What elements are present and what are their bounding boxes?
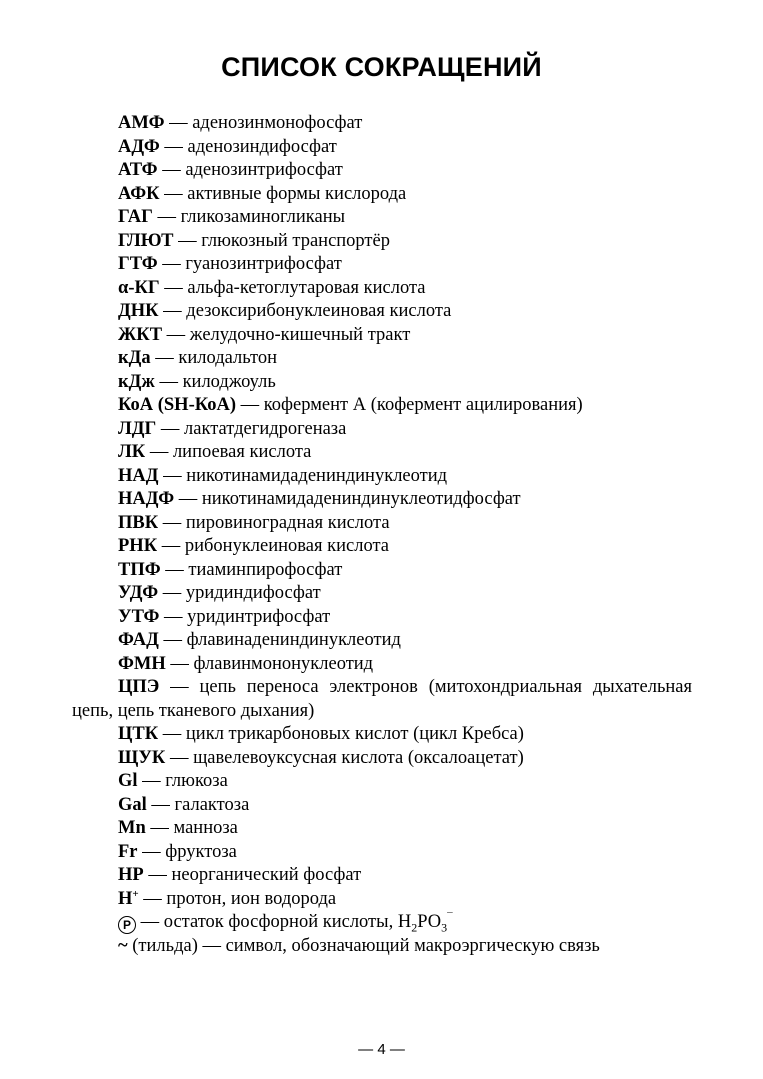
separator: — xyxy=(160,559,189,580)
separator: — xyxy=(173,230,202,251)
abbreviation: ~ xyxy=(118,935,128,956)
abbreviation: ЛДГ xyxy=(118,418,157,439)
abbreviation: Mn xyxy=(118,818,146,838)
definition: рибонуклеиновая кислота xyxy=(184,536,390,556)
separator: — xyxy=(150,348,179,368)
abbreviation: ЩУК xyxy=(118,747,166,768)
abbreviation: ГЛЮТ xyxy=(118,230,174,251)
list-item xyxy=(72,653,692,677)
definition: дезоксирибонуклеиновая кислота xyxy=(186,301,452,321)
list-item xyxy=(72,770,692,794)
definition: желудочно-кишечный тракт xyxy=(189,324,411,345)
list-item xyxy=(72,512,692,536)
definition: уридинтрифосфат xyxy=(187,606,331,627)
list-item xyxy=(72,559,692,583)
separator: — xyxy=(158,583,186,603)
separator: — xyxy=(137,771,166,791)
abbreviation: КоА (SH-КоА) xyxy=(118,395,236,415)
abbreviation: Gal xyxy=(118,794,147,815)
separator: — xyxy=(174,489,202,509)
separator: — xyxy=(145,818,174,838)
abbreviation: ГТФ xyxy=(118,254,158,274)
separator: — xyxy=(158,724,186,744)
list-item xyxy=(72,230,692,254)
separator: — xyxy=(143,865,172,885)
separator: — xyxy=(137,841,166,862)
abbreviation: кДж xyxy=(118,371,155,392)
list-item xyxy=(72,841,692,865)
abbreviation: АФК xyxy=(118,183,160,204)
separator: — xyxy=(165,747,194,768)
list-item xyxy=(72,864,692,888)
separator: — xyxy=(152,207,181,227)
abbreviation: РНК xyxy=(118,536,158,556)
list-item xyxy=(72,183,692,207)
subscript: 2 xyxy=(411,920,418,935)
list-item xyxy=(72,582,692,606)
separator: — xyxy=(164,113,193,133)
definition: тиаминпирофосфат xyxy=(188,559,343,580)
list-item xyxy=(72,418,692,442)
abbreviation: НР xyxy=(118,865,144,885)
definition: глюкоза xyxy=(165,771,228,791)
separator: — xyxy=(157,536,185,556)
definition: щавелевоуксусная кислота (оксалоацетат) xyxy=(193,747,524,768)
abbreviation: кДа xyxy=(118,348,151,368)
abbreviation: НАД xyxy=(118,465,159,486)
separator: — xyxy=(157,254,186,274)
definition: альфа-кетоглутаровая кислота xyxy=(187,277,426,298)
abbreviation: ДНК xyxy=(118,301,159,321)
list-item xyxy=(72,277,692,301)
list-item xyxy=(72,794,692,818)
list-item xyxy=(72,488,692,512)
definition: пировиноградная кислота xyxy=(185,512,390,533)
list-item xyxy=(72,629,692,653)
subscript: 3 xyxy=(441,920,448,935)
separator: — xyxy=(159,277,188,298)
abbreviation: АДФ xyxy=(118,136,160,157)
list-item xyxy=(72,535,692,559)
abbreviation: АМФ xyxy=(118,113,165,133)
abbreviation-list xyxy=(72,112,692,958)
separator: — xyxy=(158,301,187,321)
abbreviation: АТФ xyxy=(118,160,158,180)
definition: активные формы кислорода xyxy=(187,183,407,204)
definition: никотинамидадениндинуклеотидфосфат xyxy=(201,489,521,509)
definition: неорганический фосфат xyxy=(171,865,362,885)
separator: — xyxy=(159,677,200,697)
definition: цикл трикарбоновых кислот (цикл Кребса) xyxy=(185,724,524,744)
definition: флавинмононуклеотид xyxy=(193,653,374,674)
list-item xyxy=(72,747,692,771)
circled-p-icon: P xyxy=(118,916,136,934)
definition: — остаток фосфорной кислоты, Н xyxy=(136,912,412,932)
list-item xyxy=(72,723,692,747)
definition: липоевая кислота xyxy=(172,442,312,462)
list-item xyxy=(72,300,692,324)
separator: — xyxy=(145,442,173,462)
abbreviation: ПВК xyxy=(118,512,159,533)
list-item-tilde xyxy=(72,935,692,959)
abbreviation: Gl xyxy=(118,771,138,791)
definition: протон, ион водорода xyxy=(166,888,337,909)
definition: килоджоуль xyxy=(182,371,276,392)
definition: фруктоза xyxy=(165,841,237,862)
definition: глюкозный транспортёр xyxy=(201,230,390,251)
separator: — xyxy=(159,136,188,157)
definition: гуанозинтрифосфат xyxy=(185,254,342,274)
abbreviation: α-КГ xyxy=(118,277,160,298)
separator: — xyxy=(165,653,194,674)
separator: — xyxy=(138,888,167,909)
abbreviation: Н xyxy=(118,888,133,909)
definition: цепь переноса электронов (митохондриальная дыхательная цепь, цепь тканевого дыхания) xyxy=(72,677,692,721)
list-item xyxy=(72,347,692,371)
definition: лактатдегидрогеназа xyxy=(184,418,347,439)
separator: — xyxy=(154,371,183,392)
abbreviation: УТФ xyxy=(118,606,160,627)
list-item xyxy=(72,206,692,230)
abbreviation: ЦПЭ xyxy=(118,677,160,697)
definition: флавинадениндинуклеотид xyxy=(186,630,401,650)
definition: кофермент А (кофермент ацилирования) xyxy=(263,395,583,415)
separator: — xyxy=(236,395,264,415)
definition: (тильда) — символ, обозначающий макроэргическую связь xyxy=(127,935,600,956)
separator: — xyxy=(156,418,185,439)
list-item-phosphate xyxy=(72,911,692,935)
definition: аденозинмонофосфат xyxy=(192,113,363,133)
abbreviation: ЛК xyxy=(118,442,146,462)
list-item-proton xyxy=(72,888,692,912)
list-item xyxy=(72,136,692,160)
definition: килодальтон xyxy=(178,348,277,368)
separator: — xyxy=(146,794,175,815)
abbreviation: УДФ xyxy=(118,583,159,603)
list-item xyxy=(72,112,692,136)
list-item xyxy=(72,324,692,348)
separator: — xyxy=(159,183,188,204)
definition: уридиндифосфат xyxy=(185,583,321,603)
list-item xyxy=(72,676,692,723)
list-item xyxy=(72,606,692,630)
list-item xyxy=(72,253,692,277)
page-number: — 4 — xyxy=(358,1041,405,1058)
superscript: + xyxy=(132,887,139,900)
abbreviation: ЦТК xyxy=(118,724,159,744)
abbreviation: ГАГ xyxy=(118,207,153,227)
separator: — xyxy=(158,465,187,486)
superscript: ¯ xyxy=(447,910,453,923)
list-item xyxy=(72,394,692,418)
abbreviation: ФАД xyxy=(118,630,159,650)
definition: никотинамидадениндинуклеотид xyxy=(186,465,448,486)
page-title: СПИСОК СОКРАЩЕНИЙ xyxy=(221,52,542,82)
list-item xyxy=(72,441,692,465)
list-item xyxy=(72,159,692,183)
abbreviation: Fr xyxy=(118,841,138,862)
separator: — xyxy=(157,160,186,180)
definition: аденозинтрифосфат xyxy=(185,160,343,180)
list-item xyxy=(72,817,692,841)
separator: — xyxy=(162,324,190,345)
definition: аденозиндифосфат xyxy=(187,136,337,157)
separator: — xyxy=(158,512,186,533)
abbreviation: ЖКТ xyxy=(118,324,163,345)
abbreviation: НАДФ xyxy=(118,489,175,509)
abbreviation: ТПФ xyxy=(118,559,161,580)
definition: галактоза xyxy=(174,794,250,815)
list-item xyxy=(72,465,692,489)
separator: — xyxy=(159,606,188,627)
entries-container xyxy=(72,112,692,888)
separator: — xyxy=(158,630,187,650)
formula-part: РО xyxy=(417,912,442,932)
list-item xyxy=(72,371,692,395)
definition: гликозаминогликаны xyxy=(180,207,346,227)
definition: манноза xyxy=(173,818,238,838)
abbreviation: ФМН xyxy=(118,653,166,674)
